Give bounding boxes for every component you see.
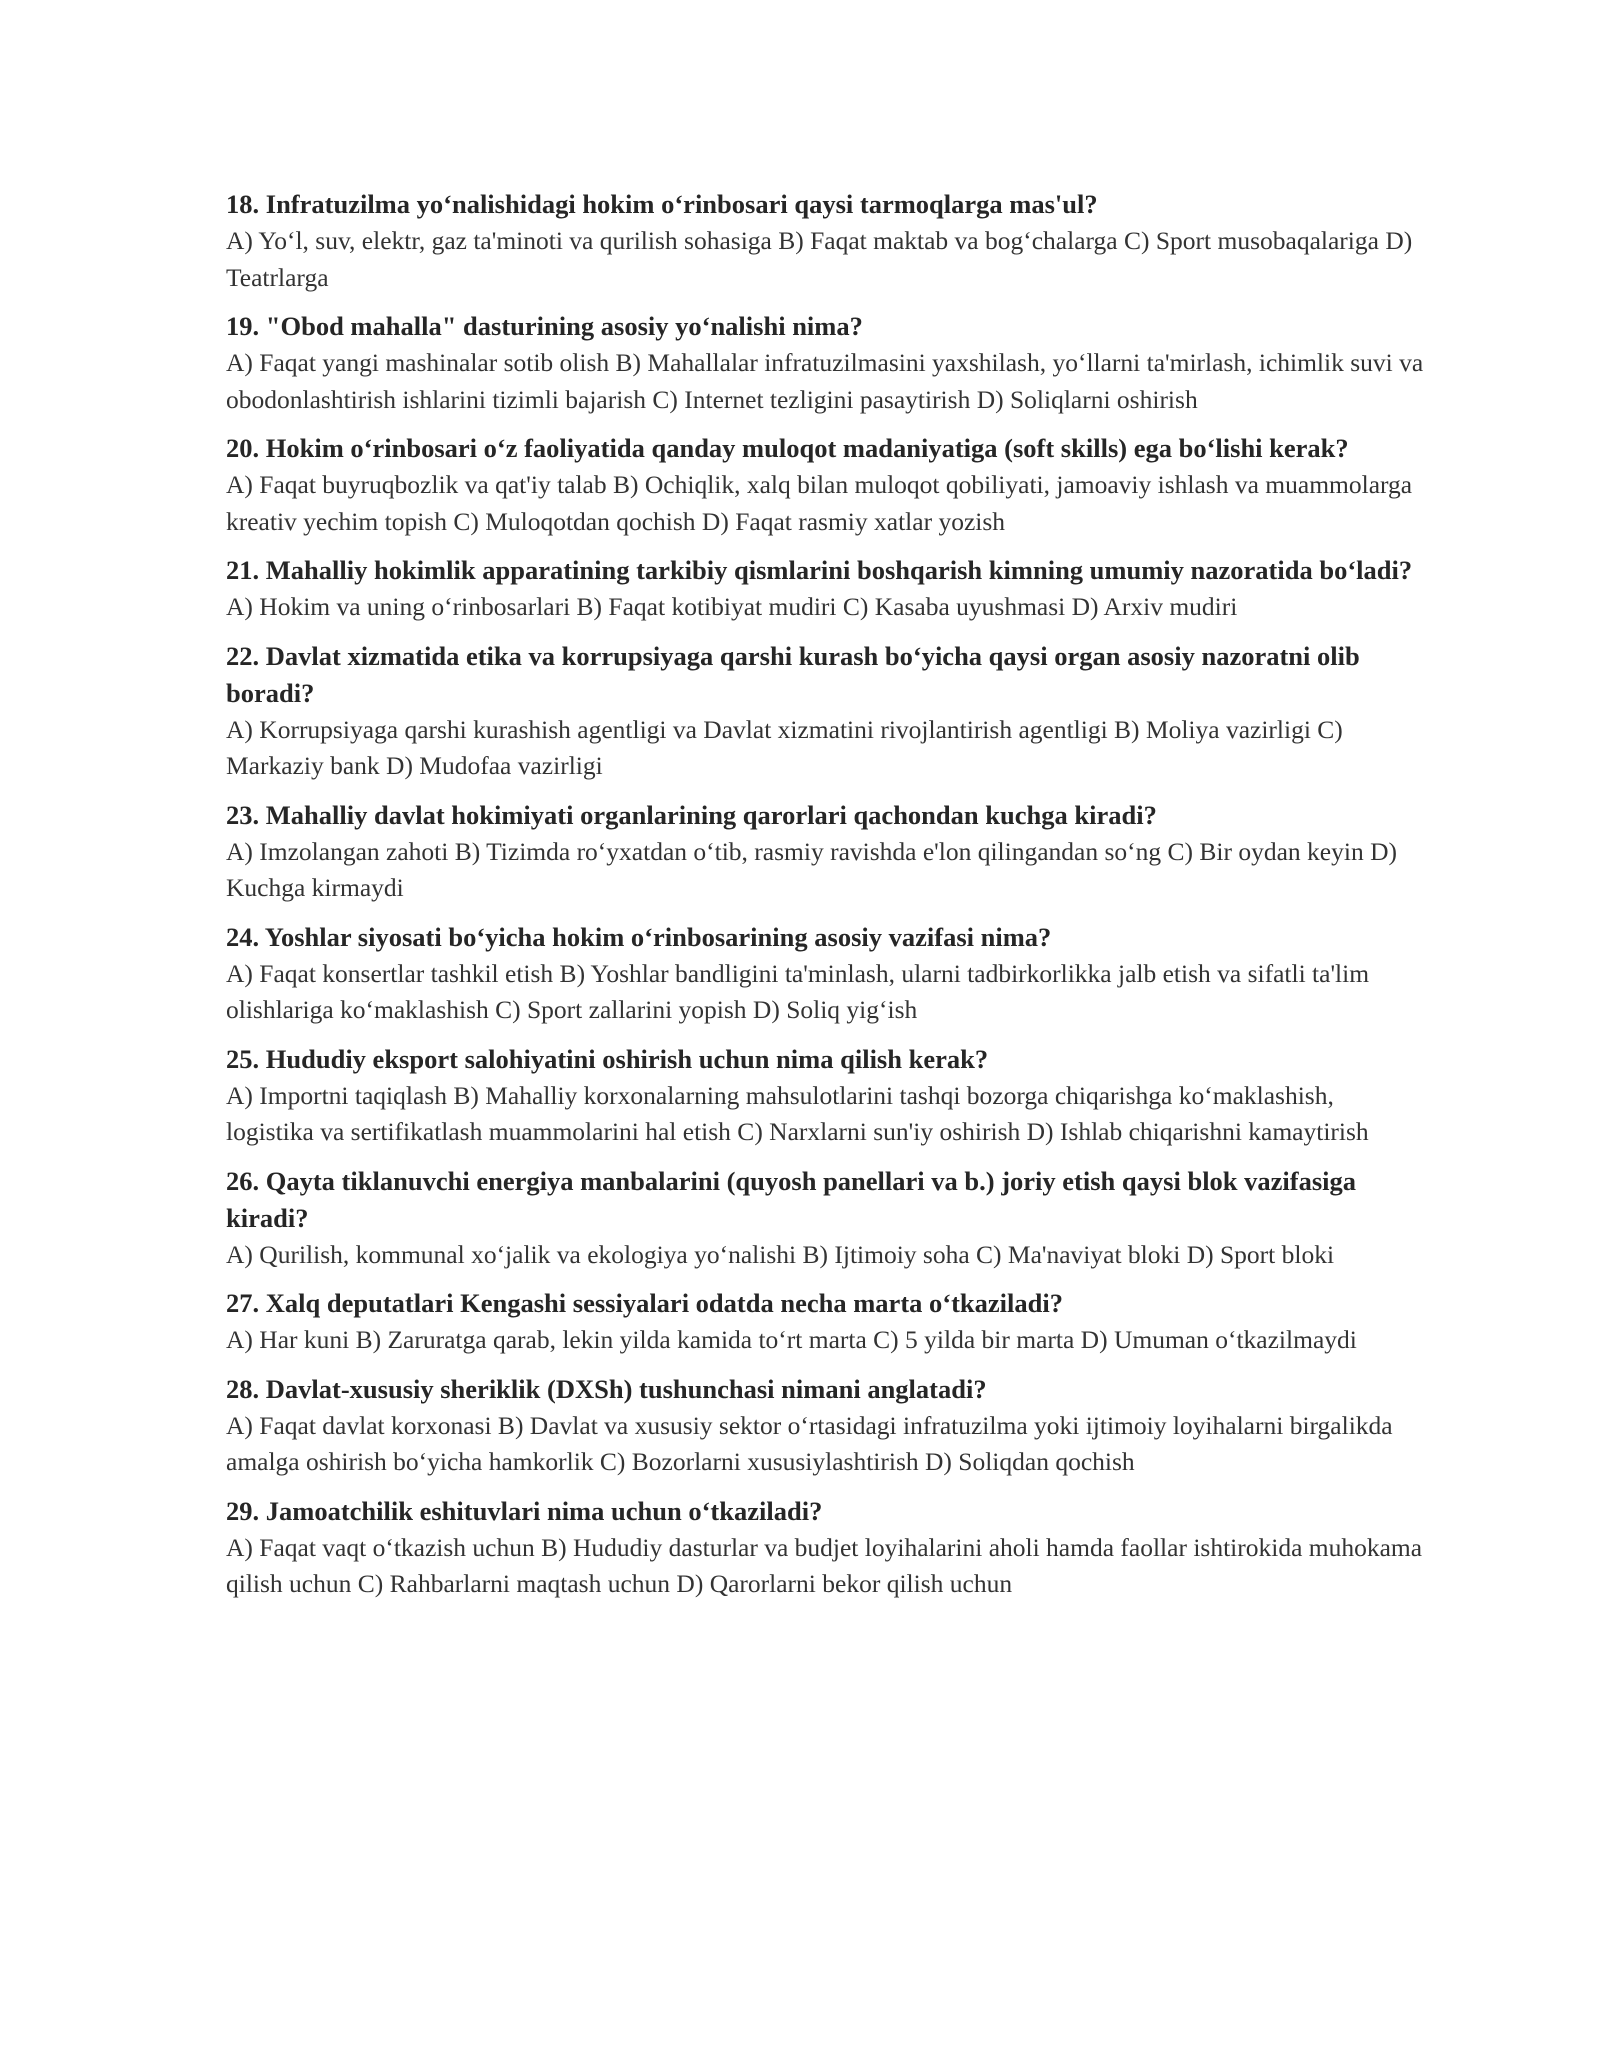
question-title: 20. Hokim o‘rinbosari o‘z faoliyatida qanday muloqot madaniyatiga (soft skills) ega bo‘lishi kerak? xyxy=(226,433,1349,463)
document-page xyxy=(226,186,1426,1615)
question-answers: A) Imzolangan zahoti B) Tizimda ro‘yxatdan o‘tib, rasmiy ravishda e'lon qilingandan so‘ng C) Bir oydan keyin D) Kuchga kirmaydi xyxy=(226,836,1397,902)
question-answers: A) Qurilish, kommunal xo‘jalik va ekologiya yo‘nalishi B) Ijtimoiy soha C) Ma'naviyat bloki D) Sport bloki xyxy=(226,1239,1335,1269)
question-title: 28. Davlat-xususiy sheriklik (DXSh) tushunchasi nimani anglatadi? xyxy=(226,1373,987,1404)
question-24 xyxy=(226,919,1426,1029)
question-26 xyxy=(226,1163,1426,1274)
question-21 xyxy=(226,552,1426,626)
question-title: 22. Davlat xizmatida etika va korrupsiyaga qarshi kurash bo‘yicha qaysi organ asosiy nazoratni olib boradi? xyxy=(226,640,1360,708)
question-answers: A) Importni taqiqlash B) Mahalliy korxonalarning mahsulotlarini tashqi bozorga chiqarishga ko‘maklashish, logistika va sertifikatlash muammolarini hal etish C) Narxlarni sun'iy oshirish D) Ishlab chiqarishni kamaytirish xyxy=(226,1080,1369,1146)
question-25 xyxy=(226,1041,1426,1151)
question-title: 29. Jamoatchilik eshituvlari nima uchun o‘tkaziladi? xyxy=(226,1495,823,1526)
question-18 xyxy=(226,186,1426,296)
question-answers: A) Faqat vaqt o‘tkazish uchun B) Hududiy dasturlar va budjet loyihalarini aholi hamda faollar ishtirokida muhokama qilish uchun C) Rahbarlarni maqtash uchun D) Qarorlarni bekor qilish uchun xyxy=(226,1532,1423,1598)
question-19 xyxy=(226,308,1426,418)
question-answers: A) Korrupsiyaga qarshi kurashish agentligi va Davlat xizmatini rivojlantirish agentligi B) Moliya vazirligi C) Markaziy bank D) Mudofaa vazirligi xyxy=(226,714,1343,780)
question-title: 27. Xalq deputatlari Kengashi sessiyalari odatda necha marta o‘tkaziladi? xyxy=(226,1288,1063,1318)
question-title: 23. Mahalliy davlat hokimiyati organlarining qarorlari qachondan kuchga kiradi? xyxy=(226,799,1157,830)
question-29 xyxy=(226,1493,1426,1603)
question-answers: A) Faqat yangi mashinalar sotib olish B) Mahallalar infratuzilmasini yaxshilash, yo‘llarni ta'mirlash, ichimlik suvi va obodonlashtirish ishlarini tizimli bajarish C) Internet tezligini pasaytirish D) Soliqlarni oshirish xyxy=(226,348,1424,414)
question-answers: A) Har kuni B) Zaruratga qarab, lekin yilda kamida to‘rt marta C) 5 yilda bir marta D) Umuman o‘tkazilmaydi xyxy=(226,1325,1357,1354)
question-answers: A) Faqat buyruqbozlik va qat'iy talab B) Ochiqlik, xalq bilan muloqot qobiliyati, jamoaviy ishlash va muammolarga kreativ yechim topish C) Muloqotdan qochish D) Faqat rasmiy xatlar yozish xyxy=(226,470,1413,536)
question-22 xyxy=(226,638,1426,785)
question-title: 26. Qayta tiklanuvchi energiya manbalarini (quyosh panellari va b.) joriy etish qaysi blok vazifasiga kiradi? xyxy=(226,1165,1357,1233)
question-title: 18. Infratuzilma yo‘nalishidagi hokim o‘rinbosari qaysi tarmoqlarga mas'ul? xyxy=(226,189,1098,219)
question-28 xyxy=(226,1371,1426,1481)
question-answers: A) Hokim va uning o‘rinbosarlari B) Faqat kotibiyat mudiri C) Kasaba uyushmasi D) Arxiv mudiri xyxy=(226,592,1238,621)
question-title: 19. "Obod mahalla" dasturining asosiy yo‘nalishi nima? xyxy=(226,311,863,341)
question-answers: A) Faqat davlat korxonasi B) Davlat va xususiy sektor o‘rtasidagi infratuzilma yoki ijtimoiy loyihalarni birgalikda amalga oshirish bo‘yicha hamkorlik C) Bozorlarni xususiylashtirish D) Soliqdan qochish xyxy=(226,1410,1393,1476)
question-title: 24. Yoshlar siyosati bo‘yicha hokim o‘rinbosarining asosiy vazifasi nima? xyxy=(226,921,1052,952)
question-answers: A) Yo‘l, suv, elektr, gaz ta'minoti va qurilish sohasiga B) Faqat maktab va bog‘chalarga C) Sport musobaqalariga D) Teatrlarga xyxy=(226,226,1413,292)
question-23 xyxy=(226,797,1426,907)
question-title: 25. Hududiy eksport salohiyatini oshirish uchun nima qilish kerak? xyxy=(226,1043,989,1074)
question-answers: A) Faqat konsertlar tashkil etish B) Yoshlar bandligini ta'minlash, ularni tadbirkorlikka jalb etish va sifatli ta'lim olishlariga ko‘maklashish C) Sport zallarini yopish D) Soliq yig‘ish xyxy=(226,958,1370,1024)
question-27 xyxy=(226,1285,1426,1359)
question-20 xyxy=(226,430,1426,540)
question-title: 21. Mahalliy hokimlik apparatining tarkibiy qismlarini boshqarish kimning umumiy nazoratida bo‘ladi? xyxy=(226,555,1413,585)
